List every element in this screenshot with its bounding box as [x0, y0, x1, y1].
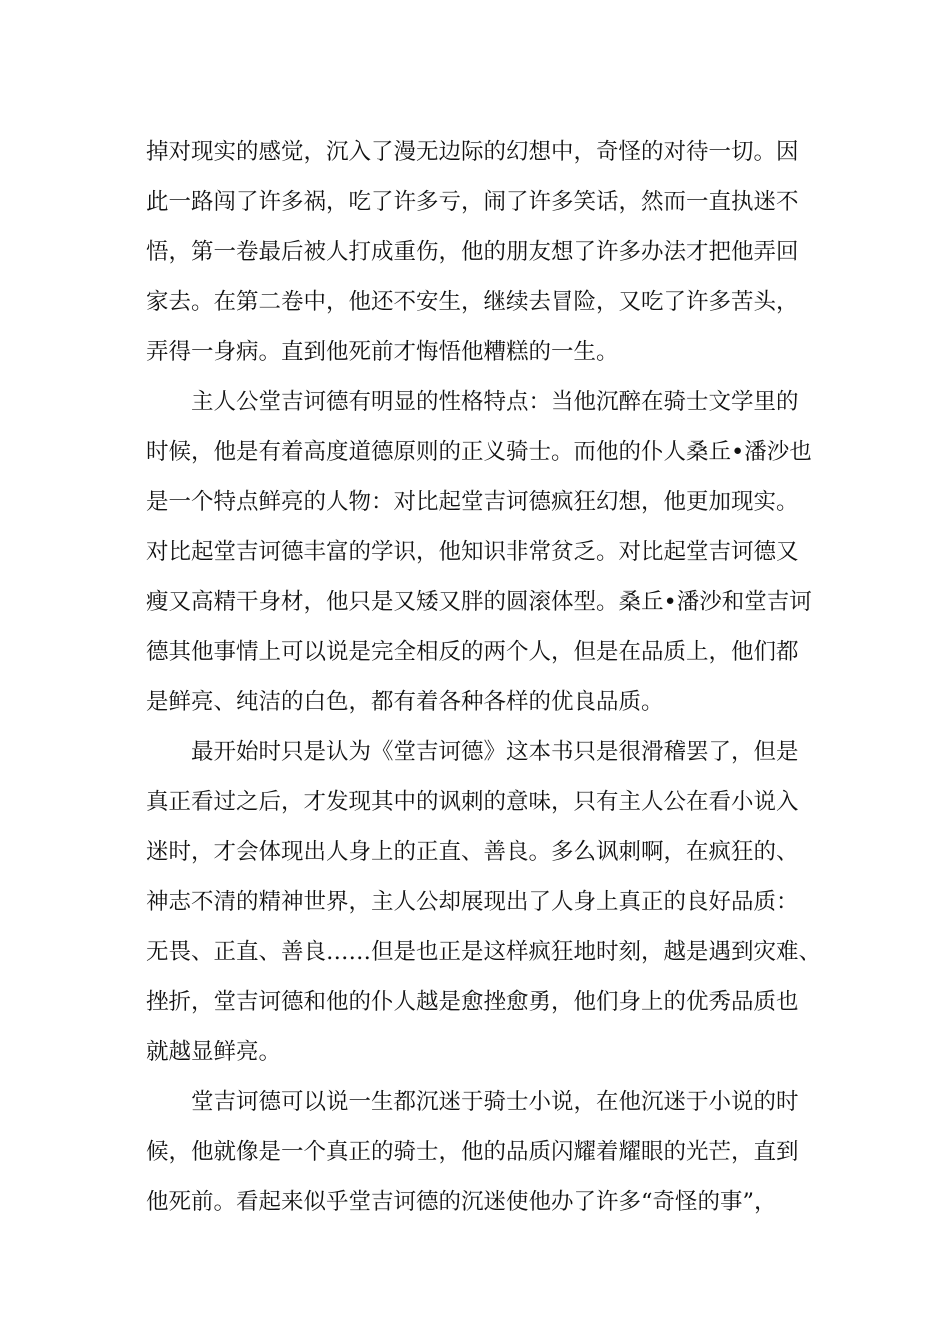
paragraph-4 [146, 1077, 816, 1227]
text-line: 德其他事情上可以说是完全相反的两个人，但是在品质上，他们都 [146, 639, 799, 665]
text-line: 弄得一身病。直到他死前才悔悟他糟糕的一生。 [146, 339, 619, 365]
text-line: 家去。在第二卷中，他还不安生，继续去冒险，又吃了许多苦头， [146, 289, 799, 315]
text-line: 是一个特点鲜亮的人物：对比起堂吉诃德疯狂幻想，他更加现实。 [146, 489, 799, 515]
text-line: 时候，他是有着高度道德原则的正义骑士。而他的仆人桑丘•潘沙也 [146, 439, 812, 465]
text-line: 悟，第一卷最后被人打成重伤，他的朋友想了许多办法才把他弄回 [146, 239, 799, 265]
text-line: 此一路闯了许多祸，吃了许多亏，闹了许多笑话，然而一直执迷不 [146, 189, 799, 215]
text-line: 挫折，堂吉诃德和他的仆人越是愈挫愈勇，他们身上的优秀品质也 [146, 989, 799, 1015]
text-line: 堂吉诃德可以说一生都沉迷于骑士小说，在他沉迷于小说的时 [191, 1089, 799, 1115]
document-body [146, 127, 822, 1227]
text-line: 迷时，才会体现出人身上的正直、善良。多么讽刺啊，在疯狂的、 [146, 839, 799, 865]
text-line: 瘦又高精干身材，他只是又矮又胖的圆滚体型。桑丘•潘沙和堂吉诃 [146, 589, 812, 615]
text-line: 是鲜亮、纯洁的白色，都有着各种各样的优良品质。 [146, 689, 664, 715]
text-line: 他死前。看起来似乎堂吉诃德的沉迷使他办了许多“奇怪的事”， [146, 1189, 777, 1215]
text-line: 候，他就像是一个真正的骑士，他的品质闪耀着耀眼的光芒，直到 [146, 1139, 799, 1165]
text-line: 最开始时只是认为《堂吉诃德》这本书只是很滑稽罢了，但是 [191, 739, 799, 765]
text-line: 掉对现实的感觉，沉入了漫无边际的幻想中，奇怪的对待一切。因 [146, 139, 799, 165]
paragraph-2 [146, 377, 816, 727]
text-line: 神志不清的精神世界，主人公却展现出了人身上真正的良好品质： [146, 889, 799, 915]
text-line: 无畏、正直、善良……但是也正是这样疯狂地时刻，越是遇到灾难、 [146, 939, 822, 965]
text-line: 主人公堂吉诃德有明显的性格特点：当他沉醉在骑士文学里的 [191, 389, 799, 415]
paragraph-1 [146, 127, 816, 377]
text-line: 对比起堂吉诃德丰富的学识，他知识非常贫乏。对比起堂吉诃德又 [146, 539, 799, 565]
paragraph-3 [146, 727, 822, 1077]
text-line: 就越显鲜亮。 [146, 1039, 282, 1065]
text-line: 真正看过之后，才发现其中的讽刺的意味，只有主人公在看小说入 [146, 789, 799, 815]
